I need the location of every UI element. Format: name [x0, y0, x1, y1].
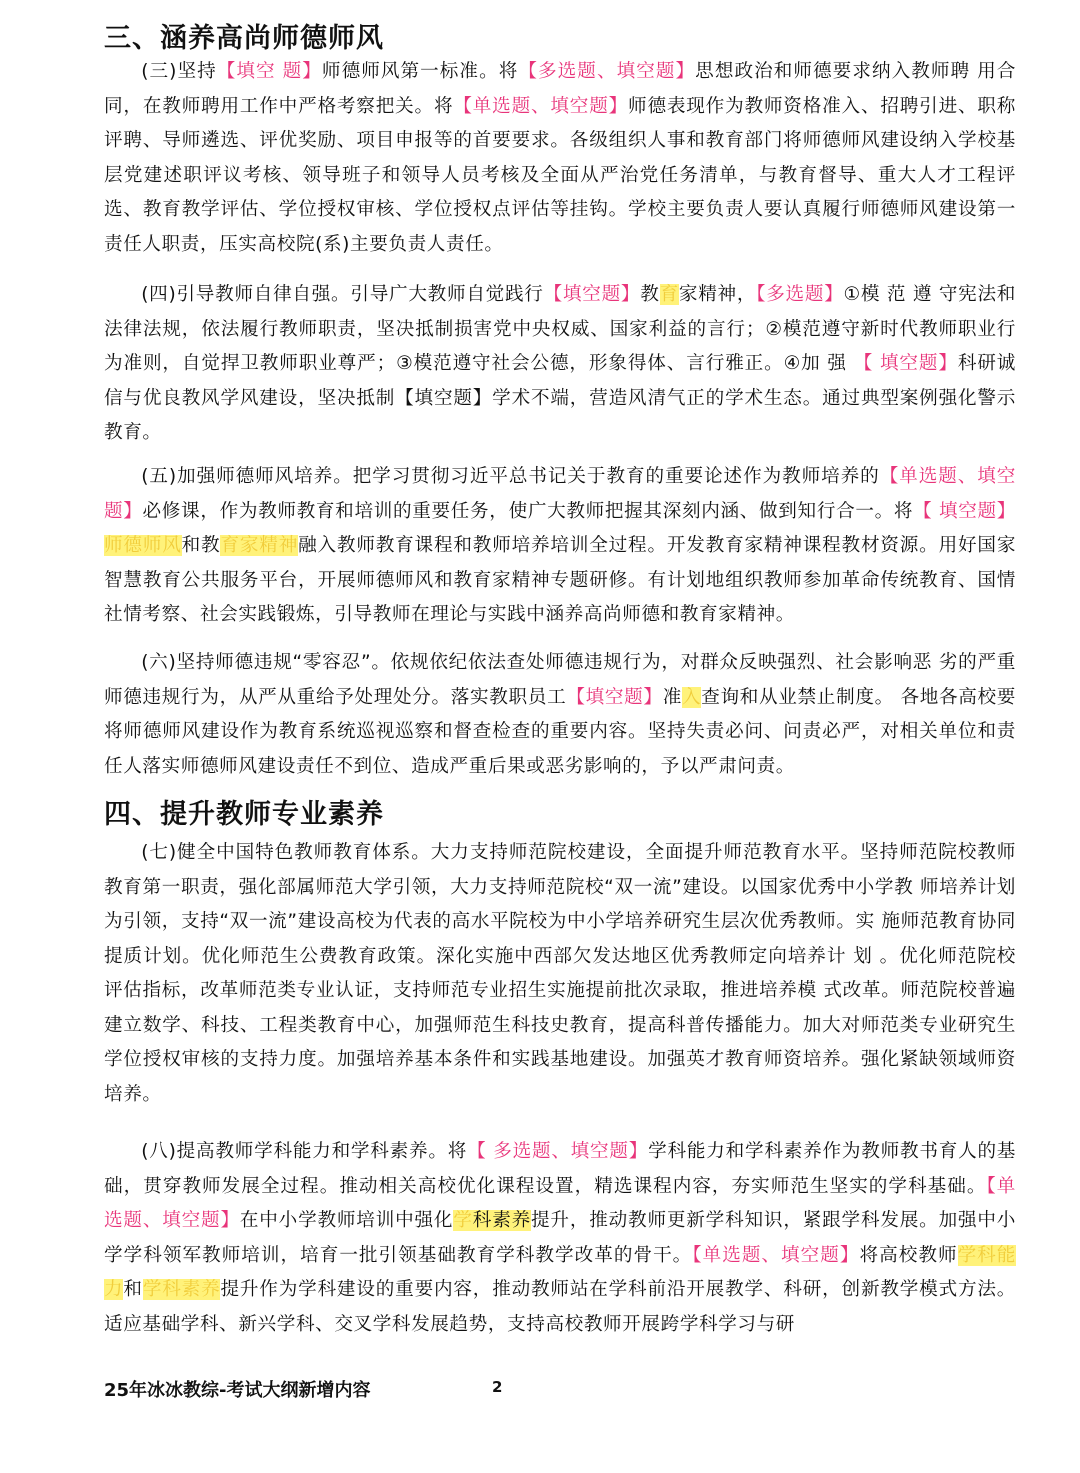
question-type-tag: 【单选题、填空题】 [692, 1244, 860, 1266]
paragraph-8 [104, 1135, 1016, 1342]
text-segment: 提升作为学科建设的重要内容，推动教师站在学科前沿开展教学、科研，创新教学模式方法。适应基础学科、新兴学科、交叉学科发展趋势，支持高校教师开展跨学科学习与研 [104, 1279, 1017, 1335]
text-segment: 师德师风第一标准。将 [321, 61, 519, 82]
question-type-tag: 【填空题】 [543, 284, 641, 305]
text-segment: 必修课，作为教师教育和培训的重要任务，使广大教师把握其深刻内涵、做到知行合一。将 [142, 500, 914, 522]
section-heading-four: 四、提升教师专业素养 [104, 799, 384, 830]
text-segment: 家精神， [678, 284, 757, 305]
paragraph-4 [104, 278, 1016, 451]
highlighted-text: 学科能力 [104, 1244, 1016, 1300]
paragraph-3 [104, 55, 1016, 262]
question-type-tag: 【填空题】 [566, 686, 663, 708]
text-segment: 和 [123, 1279, 143, 1300]
text-segment: (四)引导教师自律自强。引导广大教师自觉践行 [141, 284, 544, 305]
text-segment: 思想政治和师德要求纳入教师聘 用合同，在教师聘用工作中严格考察把关。将 [104, 61, 1016, 117]
text-segment: 在中小学教师培训中强化 [239, 1210, 454, 1231]
highlighted-text: 学 [453, 1210, 473, 1231]
highlighted-text: 育家精神 [220, 535, 299, 556]
question-type-tag: 【填空 题】 [216, 61, 322, 82]
text-segment: 融入教师教育课程和教师培养培训全过程。开发教育家精神课程教材资源。用好国家智慧教育公共服务平台，开展师德师风和教育家精神专题研修。有计划地组织教师参加革命传统教育、国情社情考察、社会实践锻炼，引导教师在理论与实践中涵养高尚师德和教育家精神。 [104, 535, 1017, 625]
highlighted-text: 学科素养 [142, 1279, 221, 1300]
text-segment: (七)健全中国特色教师教育体系。大力支持师范院校建设，全面提升师范教育水平。坚持师范院校教师教育第一职责，强化部属师范大学引领，大力支持师范院校“双一流”建设。以国家优秀中小学教 师培养计划为引领，支持“双一流”建设高校为代表的高水平院校为中小学培养研究生层次优秀教师。实 施师范教育协同提质计划。优化师范生公费教育政策。深化实施中西部欠发达地区优秀教师定向培养计 划 。优化师范院校评估指标，改革师范类专业认证，支持师范专业招生实施提前批次录取，推进培养模 式改革。师范院校普遍建立数学、科技、工程类教育中心，加强师范生科技史教育，提高科普传播能力。加大对师范类专业研究生学位授权审核的支持力度。加强培养基本条件和实践基地建设。加强英才教育师资培养。强化紧缺领域师资培养。 [104, 842, 1016, 1105]
question-type-tag: 【单选题、填空题】 [104, 466, 1016, 522]
text-segment: 师德表现作为教师资格准入、招聘引进、职称评聘、导师遴选、评优奖励、项目申报等的首要要求。各级组织人事和教育部门将师德师风建设纳入学校基层党建述职评议考核、领导班子和领导人员考核及全面从严治党任务清单，与教育督导、重大人才工程评选、教育教学评估、学位授权审核、学位授权点评估等挂钩。学校主要负责人要认真履行师德师风建设第一责任人职责，压实高校院(系)主要负责人责任。 [104, 95, 1016, 255]
text-segment: (六)坚持师德违规“零容忍”。依规依纪依法查处师德违规行为，对群众反映强烈、社会影响恶 劣的严重师德违规行为，从严从重给予处理处分。落实教职员工 [104, 652, 1016, 708]
text-segment: 科研诚信与优良教风学风建设，坚决抵制【填空题】学术不端，营造风清气正的学术生态。通过典型案例强化警示教育。 [104, 353, 1016, 443]
text-segment: 学科能力和学科素养作为教师教书育人的基础，贯穿教师发展全过程。推动相关高校优化课程设置，精选课程内容，夯实师范生坚实的学科基础。 [104, 1141, 1017, 1197]
paragraph-7 [104, 836, 1016, 1112]
question-type-tag: 【 填空题】 [913, 500, 1016, 522]
paragraph-6 [104, 646, 1016, 784]
question-type-tag: 【 多选题、填空题】 [467, 1141, 649, 1162]
highlighted-text: 科素养 [472, 1210, 532, 1231]
text-segment: 提升，推动教师更新学科知识，紧跟学科发展。加强中小学学科领军教师培训，培育一批引领基础教育学科教学改革的骨干。 [104, 1210, 1016, 1266]
section-heading-three: 三、涵养高尚师德师风 [104, 23, 384, 54]
question-type-tag: 【单选题、填空题】 [453, 95, 629, 117]
text-segment: (五)加强师德师风培养。把学习贯彻习近平总书记关于教育的重要论述作为教师培养的 [141, 466, 880, 487]
text-segment: 查询和从业禁止制度。 各地各高校要将师德师风建设作为教育系统巡视巡察和督查检查的重要内容。坚持失责必问、问责必严，对相关单位和责任人落实师德师风建设责任不到位、造成严重后果或恶劣影响的，予以严肃问责。 [104, 686, 1016, 777]
highlighted-text: 育 [659, 284, 679, 305]
paragraph-5 [104, 460, 1016, 633]
question-type-tag: 【多选题、填空题】 [518, 61, 696, 82]
text-segment: ①模 范 遵 守宪法和法律法规，依法履行教师职责，坚决抵制损害党中央权威、国家利益的言行；②模范遵守新时代教师职业行为准则，自觉捍卫教师职业尊严；③模范遵守社会公德，形象得体、言行雅正。④加 强 [104, 284, 1016, 374]
text-segment: 教 [640, 284, 660, 305]
question-type-tag: 【单选题、填空题】 [104, 1175, 1016, 1231]
text-segment: (三)坚持 [141, 61, 217, 82]
highlighted-text: 入 [681, 686, 702, 708]
footer-title: 25年冰冰教综-考试大纲新增内容 [104, 1380, 371, 1401]
text-segment: 将高校教师 [859, 1244, 958, 1266]
question-type-tag: 【 填空题】 [853, 353, 958, 374]
page-number: 2 [492, 1378, 503, 1396]
text-segment: 准 [662, 686, 682, 708]
highlighted-text: 师德师风 [104, 535, 182, 556]
question-type-tag: 【多选题】 [756, 284, 844, 305]
text-segment: (八)提高教师学科能力和学科素养。将 [141, 1141, 468, 1162]
text-segment: 和教 [181, 535, 221, 556]
